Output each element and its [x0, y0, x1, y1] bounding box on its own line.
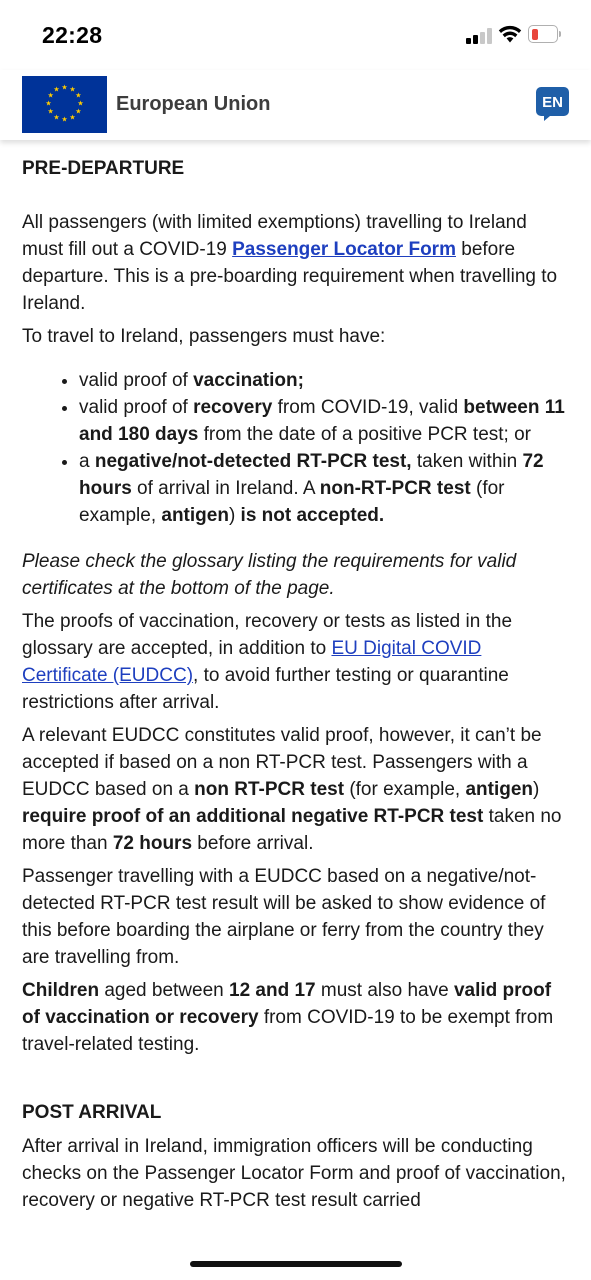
list-item: • valid proof of recovery from COVID-19, valid between 11 and 180 days from the date of a positive PCR test; or [79, 394, 572, 448]
svg-text:★: ★ [75, 91, 82, 100]
site-header [0, 70, 591, 140]
main-content [22, 150, 572, 1214]
wifi-icon [498, 25, 522, 43]
svg-text:★: ★ [69, 113, 76, 122]
battery-icon [528, 25, 560, 43]
svg-text:★: ★ [53, 113, 60, 122]
home-indicator[interactable] [190, 1261, 402, 1267]
paragraph-children: Children aged between 12 and 17 must also have valid proof of vaccination or recovery from COVID-19 to be exempt from travel-related testing. [22, 980, 554, 1055]
eudcc-link[interactable]: EU Digital COVID Certificate (EUDCC) [22, 638, 482, 686]
status-bar [0, 0, 591, 70]
speech-bubble-icon [536, 87, 569, 121]
language-code: EN [542, 94, 563, 111]
paragraph-requirements-intro: To travel to Ireland, passengers must have: [22, 326, 386, 347]
post-arrival-heading: POST ARRIVAL [22, 1102, 162, 1123]
svg-text:★: ★ [45, 99, 52, 108]
paragraph-eudcc: A relevant EUDCC constitutes valid proof, however, it can’t be accepted if based on a non RT-PCR test. Passengers with a EUDCC based on a non RT-PCR test (for example, antigen) require proof of an additional negative RT-PCR test taken no more than 72 hours before arrival. [22, 725, 562, 854]
list-item: • valid proof of vaccination; [79, 367, 572, 394]
svg-text:★: ★ [75, 107, 82, 116]
paragraph-boarding-evidence: Passenger travelling with a EUDCC based on a negative/not-detected RT-PCR test result will be asked to show evidence of this before boarding the airplane or ferry from the country they are travelling from. [22, 866, 546, 968]
pre-departure-heading: PRE-DEPARTURE [22, 158, 185, 179]
site-name: European Union [116, 93, 271, 115]
paragraph-proofs: The proofs of vaccination, recovery or tests as listed in the glossary are accepted, in addition to EU Digital COVID Certificate (EUDCC), to avoid further testing or quarantine restrictions after arrival. [22, 611, 513, 713]
language-selector[interactable] [536, 87, 569, 121]
glossary-note: Please check the glossary listing the requirements for valid certificates at the bottom of the page. [22, 551, 517, 599]
eu-flag-logo[interactable] [22, 76, 107, 133]
paragraph-post-arrival: After arrival in Ireland, immigration officers will be conducting checks on the Passenger Locator Form and proof of vaccination, recovery or negative RT-PCR test result carried [22, 1136, 566, 1211]
svg-text:★: ★ [47, 107, 54, 116]
svg-text:★: ★ [53, 85, 60, 94]
svg-text:★: ★ [61, 83, 68, 92]
svg-text:★: ★ [61, 115, 68, 124]
list-item: • a negative/not-detected RT-PCR test, taken within 72 hours of arrival in Ireland. A non-RT-PCR test (for example, antigen) is not accepted. [79, 448, 572, 529]
status-time: 22:28 [42, 22, 103, 48]
bottom-safe-area [0, 1232, 591, 1280]
svg-text:★: ★ [69, 85, 76, 94]
requirements-list [22, 367, 572, 529]
paragraph-plf: All passengers (with limited exemptions) travelling to Ireland must fill out a COVID-19 Passenger Locator Form before departure. This is a pre-boarding requirement when travelling to Ireland. [22, 212, 558, 314]
svg-text:★: ★ [47, 91, 54, 100]
passenger-locator-form-link[interactable]: Passenger Locator Form [232, 239, 456, 260]
svg-text:★: ★ [77, 99, 84, 108]
cellular-signal-icon [466, 28, 492, 44]
